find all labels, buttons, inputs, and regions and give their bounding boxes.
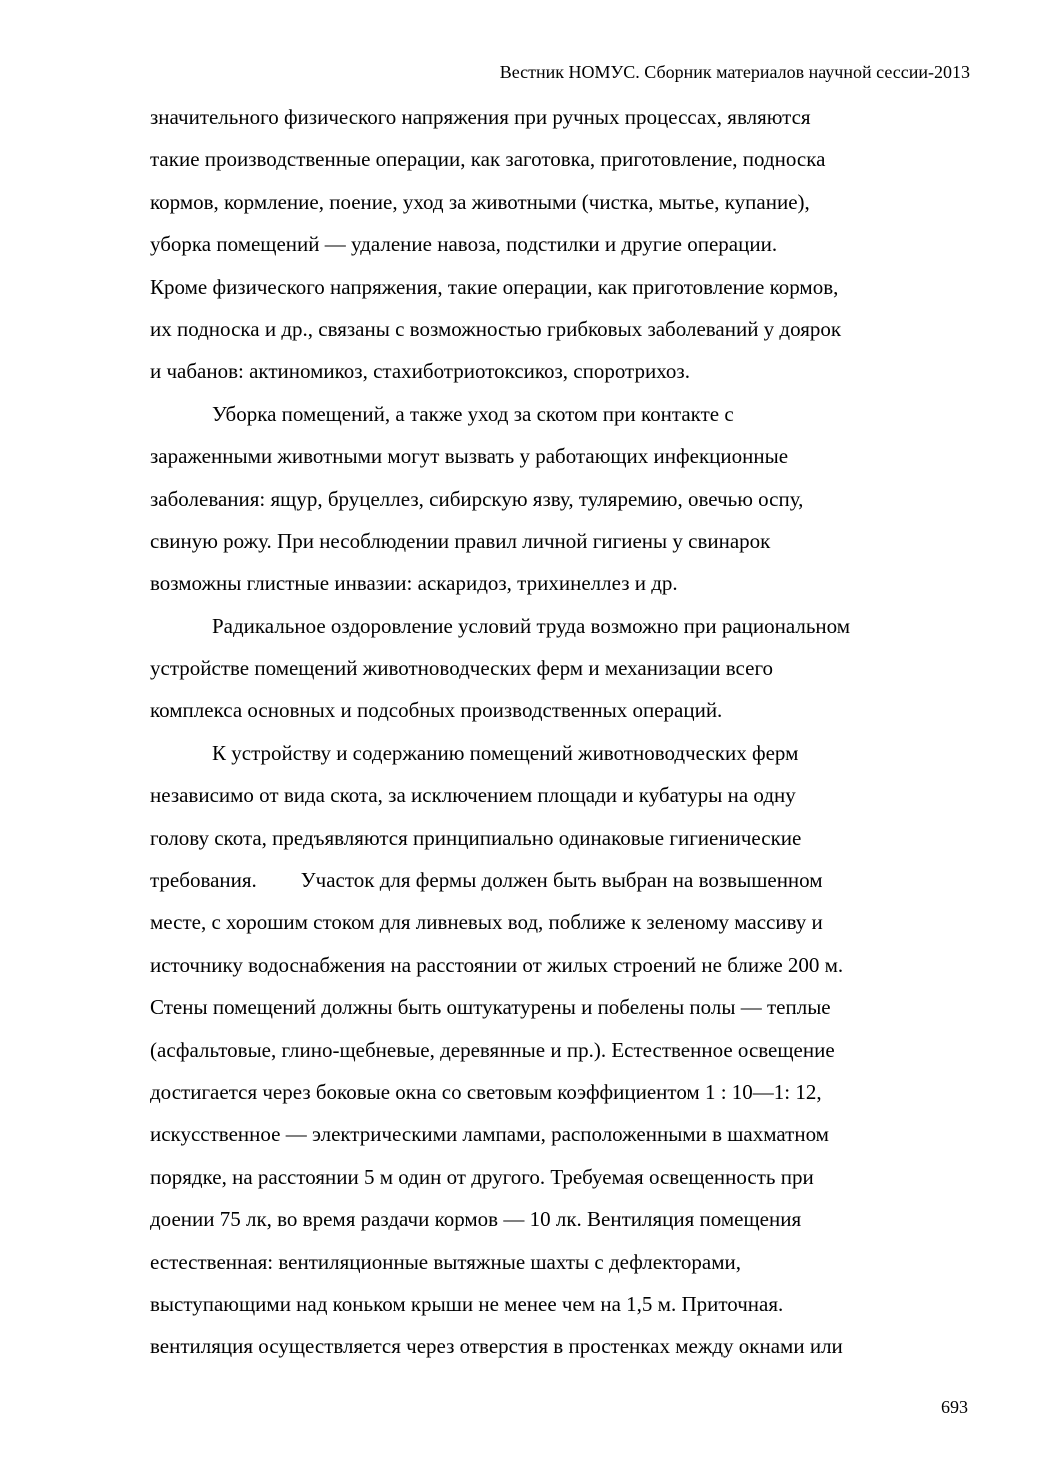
text-segment: Участок для фермы должен быть выбран на возвышенном [300,868,823,893]
text-line: голову скота, предъявляются принципиально одинаковые гигиенические [150,825,802,850]
text-line: кормов, кормление, поение, уход за животными (чистка, мытье, купание), [150,189,810,214]
text-line: доении 75 лк, во время раздачи кормов — 10 лк. Вентиляция помещения [150,1207,802,1232]
text-line: искусственное — электрическими лампами, расположенными в шахматном [150,1122,829,1147]
running-header: Вестник НОМУС. Сборник материалов научной сессии-2013 [499,62,970,82]
text-line: порядке, на расстоянии 5 м один от другого. Требуемая освещенность при [150,1164,814,1189]
text-line: устройстве помещений животноводческих ферм и механизации всего [150,656,774,681]
text-line: свиную рожу. При несоблюдении правил личной гигиены у свинарок [150,528,771,553]
text-line: уборка помещений — удаление навоза, подстилки и другие операции. [150,232,778,257]
text-line: возможны глистные инвазии: аскаридоз, трихинеллез и др. [150,571,678,596]
text-line: источнику водоснабжения на расстоянии от жилых строений не ближе 200 м. [150,952,844,977]
paragraph-first-line: Радикальное оздоровление условий труда возможно при рациональном [212,613,851,638]
text-line: (асфальтовые, глино-щебневые, деревянные и пр.). Естественное освещение [150,1037,835,1062]
paragraph-first-line: К устройству и содержанию помещений животноводческих ферм [212,740,799,765]
text-line: Стены помещений должны быть оштукатурены и побелены полы — теплые [150,995,831,1020]
text-line: вентиляция осуществляется через отверстия в простенках между окнами или [150,1334,843,1359]
text-line: месте, с хорошим стоком для ливневых вод, поближе к зеленому массиву и [150,910,823,935]
text-line: заболевания: ящур, бруцеллез, сибирскую язву, туляремию, овечью оспу, [150,486,804,511]
text-line: значительного физического напряжения при ручных процессах, являются [150,105,811,129]
text-segment: требования. [150,868,257,893]
text-line: комплекса основных и подсобных производственных операций. [150,698,723,723]
body-text [150,96,965,1368]
page-number: 693 [941,1397,968,1417]
paragraph-first-line: Уборка помещений, а также уход за скотом при контакте с [212,401,734,426]
text-line: и чабанов: актиномикоз, стахиботриотоксикоз, споротрихоз. [150,359,690,384]
text-line: их подноска и др., связаны с возможностью грибковых заболеваний у доярок [150,316,842,341]
text-line: достигается через боковые окна со световым коэффициентом 1 : 10—1: 12, [150,1079,822,1104]
text-line: такие производственные операции, как заготовка, приготовление, подноска [150,147,826,172]
text-line: Кроме физического напряжения, такие операции, как приготовление кормов, [150,274,839,299]
text-line-with-tab [150,859,965,901]
text-line: естественная: вентиляционные вытяжные шахты с дефлекторами, [150,1249,742,1274]
text-line: выступающими над коньком крыши не менее чем на 1,5 м. Приточная. [150,1291,784,1316]
text-line: зараженными животными могут вызвать у работающих инфекционные [150,444,789,469]
text-line: независимо от вида скота, за исключением площади и кубатуры на одну [150,783,796,808]
